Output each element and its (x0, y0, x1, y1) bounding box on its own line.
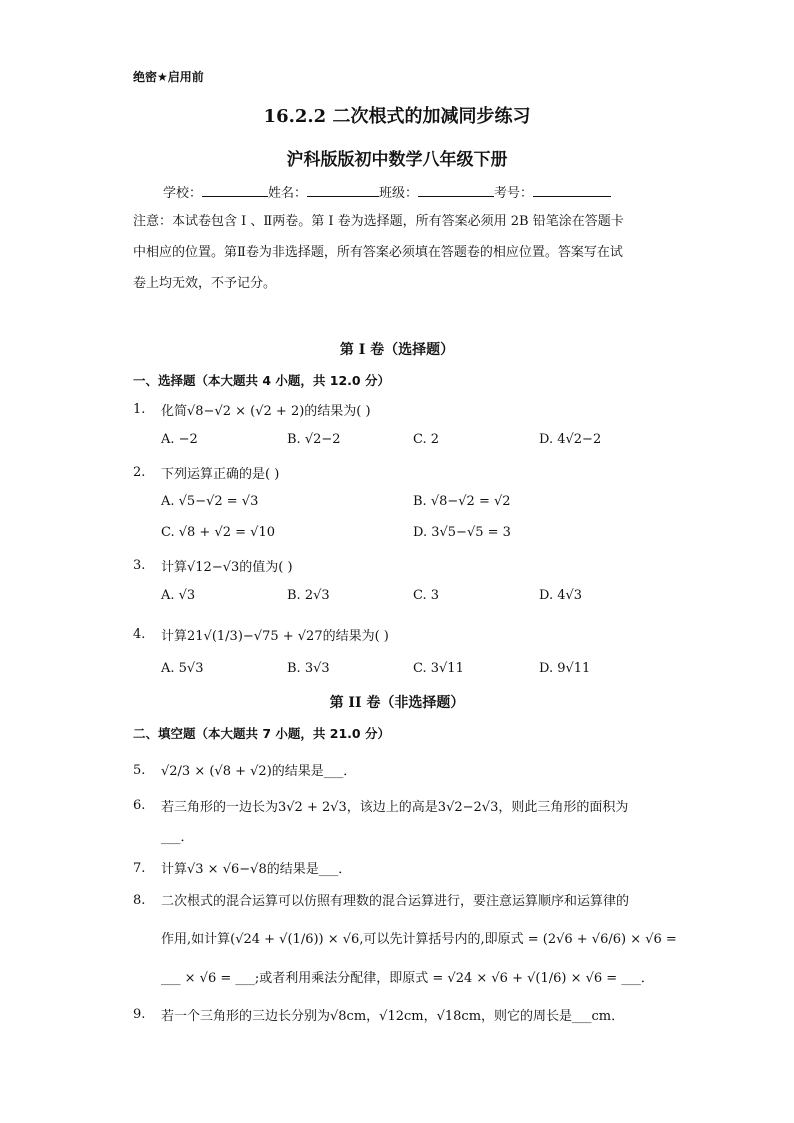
question-text: 计算√3 × √6−√8的结果是___． (161, 862, 352, 877)
question-text: 下列运算正确的是( ) (161, 467, 280, 482)
class-field[interactable] (418, 184, 494, 197)
option-c[interactable]: C. 3√11 (413, 661, 464, 676)
option-d[interactable]: D. 4√2−2 (539, 432, 602, 447)
question-text: √2/3 × (√8 + √2)的结果是___． (161, 764, 357, 779)
question-number: 1. (133, 402, 146, 417)
option-a[interactable]: A. 5√3 (161, 661, 204, 676)
question-text-cont: ___． (161, 830, 194, 845)
question-number: 5. (133, 763, 146, 778)
option-c[interactable]: C. 3 (413, 588, 440, 603)
info-fields (163, 182, 611, 201)
question-number: 9. (133, 1007, 146, 1022)
option-b[interactable]: B. 3√3 (287, 661, 330, 676)
question-text: 二次根式的混合运算可以仿照有理数的混合运算进行，要注意运算顺序和运算律的 (161, 894, 630, 909)
part2-section-heading: 二、填空题（本大题共 7 小题，共 21.0 分） (133, 726, 390, 741)
question-text-cont: 作用,如计算(√24 + √(1/6)) × √6,可以先计算括号内的,即原式 = (2√6 + √6/6) × √6 = (161, 932, 677, 947)
notice-line-3: 卷上均无效，不予记分。 (133, 276, 277, 291)
question-number: 3. (133, 558, 146, 573)
option-b[interactable]: B. √2−2 (287, 432, 341, 447)
option-a[interactable]: A. −2 (161, 432, 198, 447)
option-d[interactable]: D. 9√11 (539, 661, 591, 676)
question-text-cont: ___ × √6 = ___;或者利用乘法分配律，即原式 = √24 × √6 + √(1/6) × √6 = ___． (161, 971, 654, 986)
question-text: 若三角形的一边长为3√2 + 2√3，该边上的高是3√2−2√3，则此三角形的面积为 (161, 800, 629, 815)
option-d[interactable]: D. 4√3 (539, 588, 583, 603)
notice-line-2: 中相应的位置。第Ⅱ卷为非选择题，所有答案必须填在答题卷的相应位置。答案写在试 (133, 245, 623, 260)
exam-no-field[interactable] (533, 184, 611, 197)
option-a[interactable]: A. √5−√2 = √3 (161, 494, 259, 509)
page-title: 16.2.2 二次根式的加减同步练习 (263, 106, 531, 127)
option-a[interactable]: A. √3 (161, 588, 196, 603)
class-label: 班级： (379, 186, 419, 201)
question-number: 4. (133, 627, 146, 642)
secret-mark: 绝密★启用前 (133, 70, 204, 84)
name-label: 姓名： (268, 186, 308, 201)
question-number: 7. (133, 861, 146, 876)
option-b[interactable]: B. 2√3 (287, 588, 330, 603)
question-text: 计算√12−√3的值为( ) (161, 560, 293, 575)
question-text: 化简√8−√2 × (√2 + 2)的结果为( ) (161, 404, 371, 419)
part1-section-heading: 一、选择题（本大题共 4 小题，共 12.0 分） (133, 373, 390, 388)
page-subtitle: 沪科版版初中数学八年级下册 (286, 150, 508, 170)
part2-title: 第 II 卷（非选择题） (329, 695, 465, 711)
question-text: 若一个三角形的三边长分别为√8cm，√12cm，√18cm，则它的周长是___cm． (161, 1009, 625, 1024)
question-text: 计算21√(1/3)−√75 + √27的结果为( ) (161, 629, 389, 644)
option-c[interactable]: C. √8 + √2 = √10 (161, 525, 275, 540)
exam-no-label: 考号： (494, 186, 534, 201)
school-label: 学校： (163, 186, 203, 201)
part1-title: 第 I 卷（选择题） (339, 342, 455, 358)
question-number: 2. (133, 465, 146, 480)
question-number: 6. (133, 798, 146, 813)
notice-line-1: 注意：本试卷包含 Ⅰ 、Ⅱ两卷。第 Ⅰ 卷为选择题，所有答案必须用 2B 铅笔涂在答题卡 (133, 214, 624, 229)
option-d[interactable]: D. 3√5−√5 = 3 (413, 525, 511, 540)
name-field[interactable] (307, 184, 379, 197)
option-c[interactable]: C. 2 (413, 432, 440, 447)
question-number: 8. (133, 893, 146, 908)
school-field[interactable] (202, 184, 268, 197)
option-b[interactable]: B. √8−√2 = √2 (413, 494, 511, 509)
